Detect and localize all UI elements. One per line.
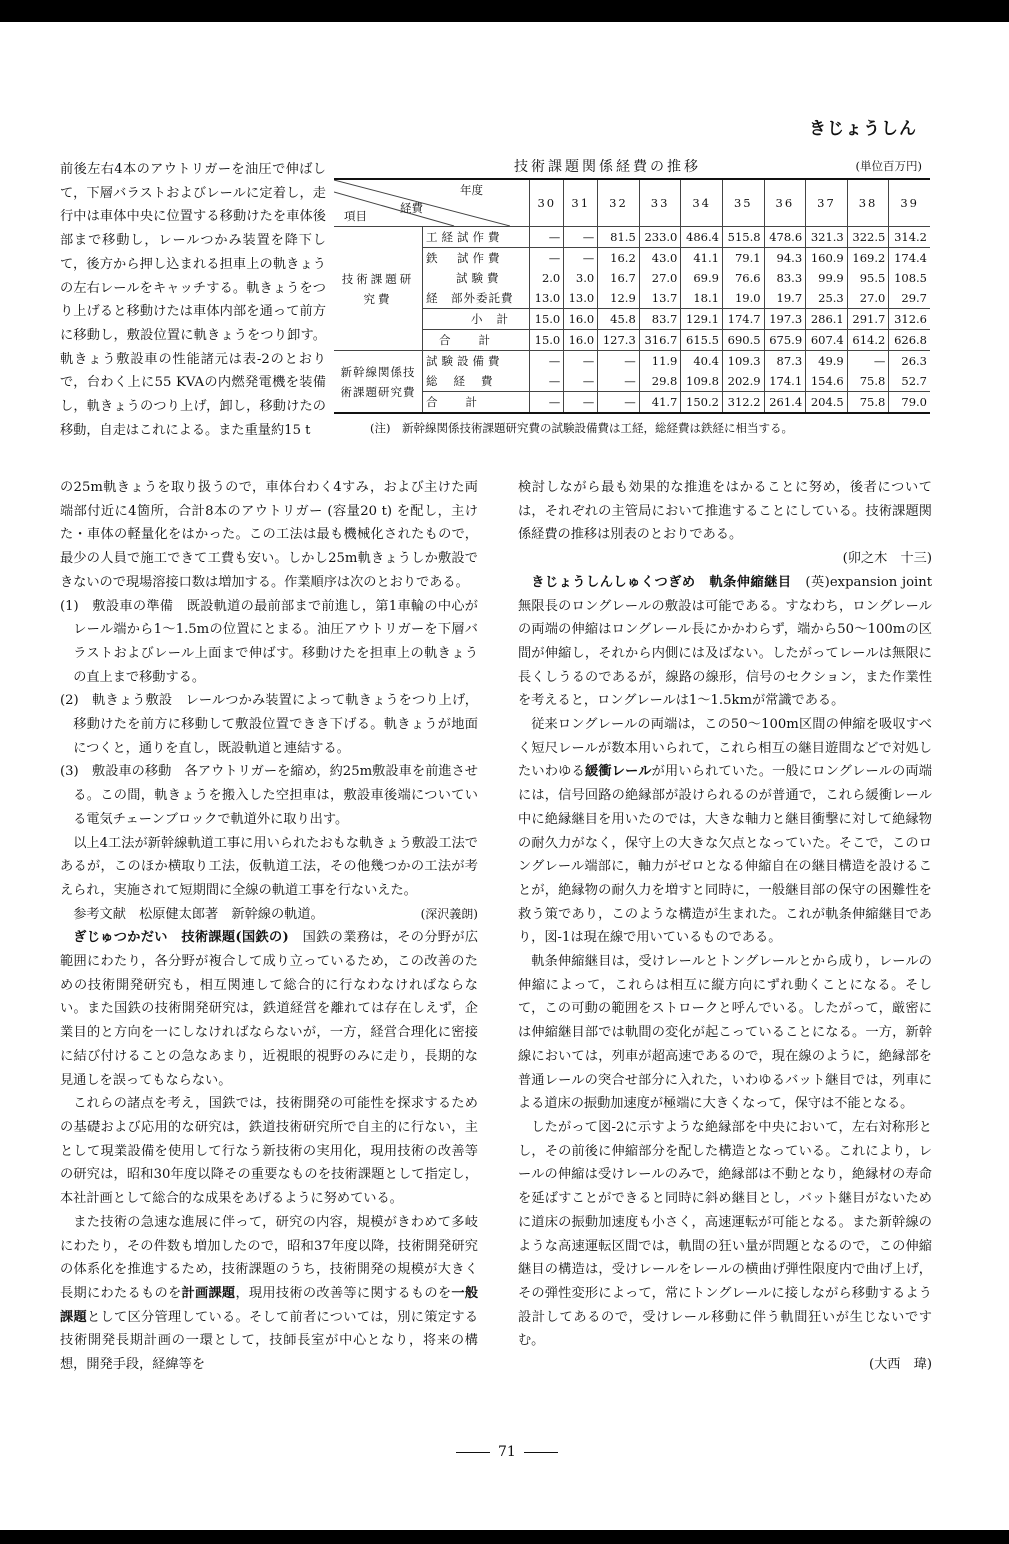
cell: 95.5 — [847, 268, 889, 288]
cost-table — [334, 178, 930, 414]
entry-heading: 軌条伸縮継目 — [709, 574, 792, 590]
paragraph-step-3: (3) 敷設車の移動 各アウトリガーを縮め，約25m敷設車を前進させる。この間，軌きょうを搬入した空担車は，敷設車後端についている電気チェーンブロックで軌道外に取り出す。 — [60, 764, 478, 827]
year-38: 38 — [847, 179, 889, 227]
cell: — — [530, 351, 564, 372]
text: として区分管理している。そして前者については，別に策定する技術開発長期計画の一環として，技師長室が中心となり，将来の構想，開発手段，経緯等を — [60, 1309, 479, 1373]
cell: 81.5 — [598, 227, 640, 248]
text: 従来ロングレールの両端は，この50～100m区間の伸縮を吸収すべく短尺レールが数本用いられて，これら相互の継目遊間などで対処したいわゆる — [518, 717, 932, 780]
cell: 197.3 — [764, 309, 806, 330]
cell: — — [847, 351, 889, 372]
cell: 75.8 — [847, 371, 889, 392]
table-row — [334, 309, 930, 330]
cell: 312.2 — [722, 392, 764, 414]
right-column — [518, 476, 932, 1377]
cell: 27.0 — [847, 288, 889, 309]
cell: 41.7 — [639, 392, 681, 414]
table-title-row — [334, 152, 930, 178]
page-number: 71 — [498, 1444, 516, 1460]
left-column — [60, 476, 478, 1377]
divider — [524, 1452, 558, 1453]
table-unit: (単位百万円) — [855, 159, 922, 173]
year-35: 35 — [722, 179, 764, 227]
year-34: 34 — [681, 179, 723, 227]
bottom-black-bar — [0, 1530, 1009, 1544]
cell: 486.4 — [681, 227, 723, 248]
cell: 626.8 — [889, 330, 930, 351]
cell: 2.0 — [530, 268, 564, 288]
entry-heading: 技術課題(国鉄の) — [181, 930, 289, 946]
cell: 15.0 — [530, 309, 564, 330]
cell: 75.8 — [847, 392, 889, 414]
cell: — — [564, 227, 598, 248]
reference-line — [60, 903, 478, 927]
paragraph: 以上4工法が新幹線軌道工事に用いられたおもな軌きょう敷設工法であるが，このほか横取り工法，仮軌道工法，その他幾つかの工法が考えられ，実施されて短期間に全線の軌道工事を行ないえた。 — [60, 835, 478, 898]
cell: 41.1 — [681, 248, 723, 269]
row-label — [423, 248, 530, 269]
cell: 94.3 — [764, 248, 806, 269]
cell: 286.1 — [806, 309, 848, 330]
group-label: 技術課題研究費 — [334, 227, 423, 351]
author: (大西 瑋) — [868, 1357, 932, 1373]
table-title: 技術課題関係経費の推移 — [514, 159, 701, 175]
cell: 16.2 — [598, 248, 640, 269]
cell: 40.4 — [681, 351, 723, 372]
keyword: 一般課題 — [60, 1285, 479, 1325]
cell: — — [598, 392, 640, 414]
cell: — — [564, 392, 598, 414]
row-label: 試験費 — [456, 271, 503, 285]
row-label: 工経試作費 — [423, 227, 530, 248]
cell: 83.3 — [764, 268, 806, 288]
cell: 29.8 — [639, 371, 681, 392]
cell: 79.0 — [889, 392, 930, 414]
cell: 43.0 — [639, 248, 681, 269]
row-label-text: 部外委託費 — [451, 291, 514, 305]
table-row — [334, 248, 930, 269]
page-number-line — [448, 1444, 566, 1460]
cell: 322.5 — [847, 227, 889, 248]
entry-text: 国鉄の業務は，その分野が広範囲にわたり，各分野が複合して成り立っているため，この改善のための技術開発研究も，相互関連して総合的に行なわなければならない。また国鉄の技術開発研究は，鉄道経営を離れては存在しえず，企業目的と方向を一にしなければならないが，一方，経営合理化に密接に結び付けることの急なあまり，近視眼的視野のみに走り，長期的な見通しを誤ってもならない。 — [60, 930, 479, 1088]
cell: — — [530, 227, 564, 248]
left-top-column — [60, 158, 326, 442]
group-label: 新幹線関係技術課題研究費 — [334, 351, 423, 414]
cell: 3.0 — [564, 268, 598, 288]
cell: — — [598, 371, 640, 392]
cell: — — [564, 371, 598, 392]
cell: 690.5 — [722, 330, 764, 351]
running-header: きじょうしん — [809, 119, 917, 139]
cell: 45.8 — [598, 309, 640, 330]
text: が用いられていた。一般にロングレールの両端には，信号回路の絶縁部が設けられるのが普通で，これら緩衝レール中に絶縁継目を用いたのでは，大きな軸力と継目衝撃に対して絶縁物の耐久力がなく，保守上の大きな欠点となっていた。そこで，このロングレール端部に，軸力がゼロとなる伸縮自在の継目構造を設けることが，絶縁物の耐久力を増すと同時に，一般継目部の保守の困難性を救う策であり，このような構造が生まれた。これが軌条伸縮継目であり，図-1は現在線で用いているものである。 — [518, 764, 932, 946]
cell: 321.3 — [806, 227, 848, 248]
cell: — — [564, 351, 598, 372]
table-row — [334, 330, 930, 351]
cell: 79.1 — [722, 248, 764, 269]
cell: — — [530, 392, 564, 414]
cell: 18.1 — [681, 288, 723, 309]
cell: 12.9 — [598, 288, 640, 309]
cell: 109.3 — [722, 351, 764, 372]
header-cost: 経費 — [400, 201, 423, 215]
cell: — — [530, 371, 564, 392]
paragraph: の25m軌きょうを取り扱うので，車体台わく4すみ，および主けた両端部付近に4箇所，合計8本のアウトリガー (容量20 t) を配し，主けた・車体の軽量化をはかった。この工法は最も機械化されたもので，最少の人員で施工できて工費も安い。しかし25m軌きょうしか敷設できないので現場溶接口数は増加する。作業順序は次のとおりである。 — [60, 480, 478, 590]
cell: 69.9 — [681, 268, 723, 288]
cell: 15.0 — [530, 330, 564, 351]
reference: 参考文献 松原健太郎著 新幹線の軌道。 — [73, 906, 324, 922]
table-row — [334, 288, 930, 309]
row-label: 合計 — [423, 392, 530, 414]
cell: 160.9 — [806, 248, 848, 269]
cell: 202.9 — [722, 371, 764, 392]
entry-english: (英)expansion joint — [805, 574, 933, 590]
year-30: 30 — [530, 179, 564, 227]
cell: 99.9 — [806, 268, 848, 288]
cell: 29.7 — [889, 288, 930, 309]
year-33: 33 — [639, 179, 681, 227]
paragraph: したがって図-2に示すような絶縁部を中央において，左右対称形とし，その前後に伸縮部分を配した構造となっている。これにより，レールの伸縮は受けレールのみで，絶縁部は不動となり，絶縁材の寿命を延ばすことができると同時に斜め継目とし，バット継目がないために道床の振動加速度も小さく，高速運転が可能となる。また新幹線のような高速運転区間では，軌間の狂い量が問題となるので，この伸縮継目の構造は，受けレールをレールの横曲げ弾性限度内で曲げ上げ，その弾性変形によって，常にトングレールに接しながら移動するよう設計してあるので，受けレール移動に伴う軌間狂いが生じないですむ。 — [518, 1119, 932, 1349]
paragraph — [518, 713, 932, 950]
year-36: 36 — [764, 179, 806, 227]
paragraph: これらの諸点を考え，国鉄では，技術開発の可能性を探求するための基礎および応用的な研究は，鉄道技術研究所で自主的に行ない，主として現業設備を使用して行なう新技術の実用化，現用技術の改善等の研究は，昭和30年度以降その重要なものを技術課題として指定し，本社計画として総合的な成果をあげるように努めている。 — [60, 1096, 478, 1207]
cell: 174.1 — [764, 371, 806, 392]
entry-heading-kana: きじょうしんしゅくつぎめ — [531, 574, 696, 590]
cell: 19.0 — [722, 288, 764, 309]
entry-heading-kana: ぎじゅつかだい — [73, 930, 168, 946]
cell: 312.6 — [889, 309, 930, 330]
row-label: 小計 — [423, 309, 530, 330]
header-year: 年度 — [460, 183, 483, 197]
cell: 154.6 — [806, 371, 848, 392]
cell: 49.9 — [806, 351, 848, 372]
entry-paragraph — [60, 926, 478, 1092]
keyword: 緩衝レール — [584, 764, 652, 780]
cell: 515.8 — [722, 227, 764, 248]
cell: 16.0 — [564, 330, 598, 351]
cost-table-section — [334, 152, 930, 436]
paragraph — [60, 1211, 478, 1377]
cell: — — [564, 248, 598, 269]
cell: 127.3 — [598, 330, 640, 351]
cell: 129.1 — [681, 309, 723, 330]
paragraph: 前後左右4本のアウトリガーを油圧で伸ばして，下層バラストおよびレールに定着し，走行中は車体中央に位置する移動けたを車体後部まで移動し，レールつかみ装置を降下して，後方から押し込まれる担車上の軌きょうの左右レールをキャッチする。軌きょうをつり上げると移動けたは車体内部を通って前方に移動し，敷設位置に軌きょうをつり卸す。軌きょう敷設車の性能諸元は表-2のとおりで，台わく上に55 KVAの内燃発電機を装備し，軌きょうのつり上げ，卸し，移動けたの移動，自走はこれによる。また重量約15 t — [60, 162, 326, 438]
cell: 52.7 — [889, 371, 930, 392]
cell: 13.7 — [639, 288, 681, 309]
cell: 174.4 — [889, 248, 930, 269]
cell: 26.3 — [889, 351, 930, 372]
cell: 16.7 — [598, 268, 640, 288]
year-37: 37 — [806, 179, 848, 227]
table-row — [334, 351, 930, 372]
paragraph: 軌条伸縮継目は，受けレールとトングレールとから成り，レールの伸縮によって，これらは相互に縦方向にずれ動くことになる。そして，この可動の範囲をストロークと呼んでいる。したがって，厳密には伸縮継目部では軌間の変化が起こっていることになる。一方，新幹線においては，列車が超高速であるので，現在線のように，絶縁部を普通レールの突合せ部分に入れた，いわゆるバット継目では，列車による道床の振動加速度が極端に大きくなって，保守は不能となる。 — [518, 954, 932, 1112]
paragraph-step-1: (1) 敷設車の準備 既設軌道の最前部まで前進し，第1車輪の中心がレール端から1～1.5mの位置にとまる。油圧アウトリガーを下層バラストおよびレール上面まで伸ばす。移動けたを担車上の軌きょうの直上まで移動する。 — [60, 598, 478, 685]
cell: 27.0 — [639, 268, 681, 288]
header-item: 項目 — [344, 209, 367, 223]
table-row — [334, 268, 930, 288]
cell: 314.2 — [889, 227, 930, 248]
tetsu-label: 鉄 — [426, 251, 442, 265]
author: (深沢義朗) — [420, 906, 478, 921]
divider — [456, 1452, 490, 1453]
cell: 13.0 — [564, 288, 598, 309]
author: (卯之木 十三) — [842, 551, 932, 567]
cell: 25.3 — [806, 288, 848, 309]
text: また技術の急速な進展に伴って，研究の内容，規模がきわめて多岐にわたり，その件数も増加したので，昭和37年度以降，技術開発研究の体系化を推進するため，技術課題のうち，技術開発の規模が大きく長期にわたるものを — [60, 1214, 478, 1301]
cell: 614.2 — [847, 330, 889, 351]
cell: 174.7 — [722, 309, 764, 330]
paragraph: 検討しながら最も効果的な推進をはかることに努め，後者については，それぞれの主管局において推進することにしている。技術課題関係経費の推移は別表のとおりである。 — [518, 480, 932, 543]
year-39: 39 — [889, 179, 930, 227]
cell: 19.7 — [764, 288, 806, 309]
table-row — [334, 392, 930, 414]
cell: 16.0 — [564, 309, 598, 330]
cell: 13.0 — [530, 288, 564, 309]
table-row — [334, 371, 930, 392]
year-32: 32 — [598, 179, 640, 227]
entry-text: 無限長のロングレールの敷設は可能である。すなわち，ロングレールの両端の伸縮はロングレール長にかかわらず，端から50～100mの区間が伸縮し，それから内側には及ばない。したがってレールは無限に長くしうるのであるが，線路の線形，信号のセクション，また作業性を考えると，ロングレールは1～1.5kmが常識である。 — [518, 598, 932, 709]
keyword: 計画課題 — [181, 1285, 236, 1301]
cell: 291.7 — [847, 309, 889, 330]
cell: 261.4 — [764, 392, 806, 414]
cell: 233.0 — [639, 227, 681, 248]
cell: 675.9 — [764, 330, 806, 351]
kei-label: 経 — [426, 291, 439, 305]
cell: 615.5 — [681, 330, 723, 351]
cell: — — [530, 248, 564, 269]
cell: 108.5 — [889, 268, 930, 288]
cell: 76.6 — [722, 268, 764, 288]
table-row — [334, 227, 930, 248]
row-label: 合計 — [423, 330, 530, 351]
row-label-text: 試作費 — [457, 251, 504, 265]
cell: 109.8 — [681, 371, 723, 392]
table-note: (注) 新幹線関係技術課題研究費の試験設備費は工経，総経費は鉄経に相当する。 — [370, 421, 793, 435]
entry-paragraph — [518, 571, 932, 713]
cell: 204.5 — [806, 392, 848, 414]
text: ，現用技術の改善等に関するものを — [235, 1285, 452, 1301]
cell: 169.2 — [847, 248, 889, 269]
cell: 150.2 — [681, 392, 723, 414]
cell: 87.3 — [764, 351, 806, 372]
row-label: 試験設備費 — [423, 351, 530, 372]
cell: 83.7 — [639, 309, 681, 330]
year-31: 31 — [564, 179, 598, 227]
cell: — — [598, 351, 640, 372]
top-black-bar — [0, 0, 1009, 22]
row-label — [423, 288, 530, 309]
table-corner-header — [334, 179, 530, 227]
cell: 316.7 — [639, 330, 681, 351]
cell: 11.9 — [639, 351, 681, 372]
cell: 607.4 — [806, 330, 848, 351]
row-label: 総経費 — [426, 374, 509, 388]
paragraph-step-2: (2) 軌きょう敷設 レールつかみ装置によって軌きょうをつり上げ，移動けたを前方に移動して敷設位置できき下げる。軌きょうが地面につくと，通りを直し，既設軌道と連結する。 — [60, 693, 478, 756]
cell: 478.6 — [764, 227, 806, 248]
